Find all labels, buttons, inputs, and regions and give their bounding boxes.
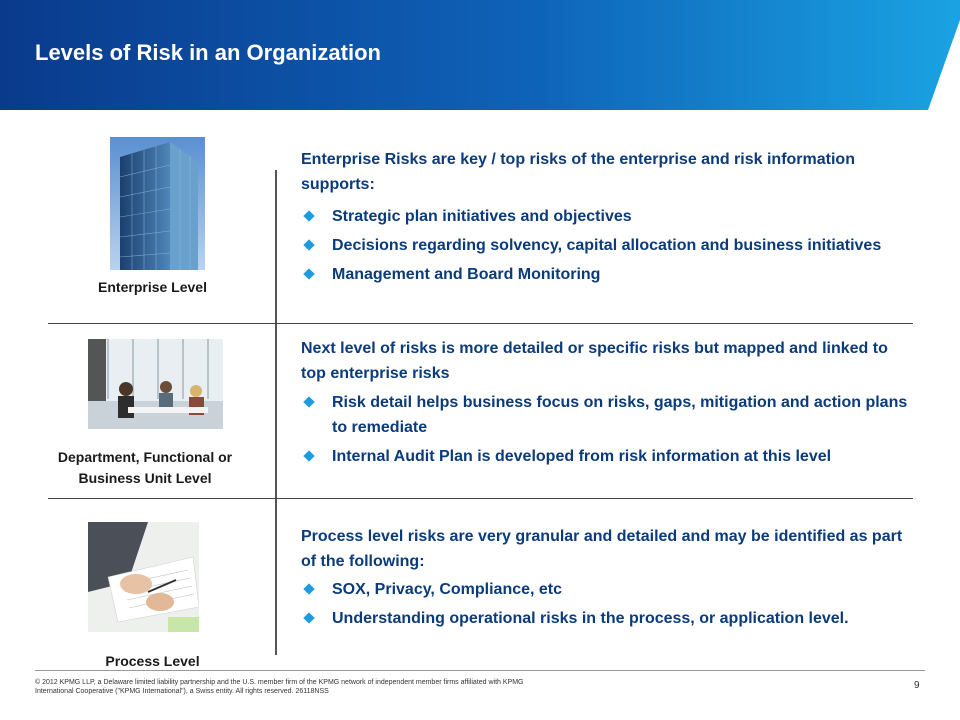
diamond-bullet-icon: [303, 268, 314, 279]
enterprise-bullets: [301, 204, 911, 291]
header-banner: [0, 0, 960, 110]
page-title: Levels of Risk in an Organization: [35, 40, 381, 65]
process-bullets: [301, 577, 911, 635]
page-number: 9: [914, 680, 920, 691]
list-item: Decisions regarding solvency, capital allocation and business initiatives: [301, 233, 911, 258]
enterprise-intro: Enterprise Risks are key / top risks of the enterprise and risk information supports:: [301, 151, 855, 193]
list-item: Understanding operational risks in the process, or application level.: [301, 606, 911, 631]
diamond-bullet-icon: [303, 210, 314, 221]
footer-divider: [35, 670, 925, 671]
level-label-process: Process Level: [105, 653, 200, 669]
diamond-bullet-icon: [303, 583, 314, 594]
hands-writing-photo: [88, 522, 199, 632]
department-bullets: [301, 390, 911, 473]
list-item: Strategic plan initiatives and objectives: [301, 204, 911, 229]
level-label-department: Department, Functional or Business Unit Level: [57, 449, 233, 486]
footer-copyright: © 2012 KPMG LLP, a Delaware limited liability partnership and the U.S. member firm of the KPMG network of independent member firms affiliated with KPMG International Cooperative ("KPMG International"), a Swiss entity. All rights reserved. 26118NSS: [35, 679, 524, 695]
row-divider-2: [48, 498, 913, 499]
column-divider: [275, 170, 277, 655]
list-item: Management and Board Monitoring: [301, 262, 911, 287]
level-label-enterprise: Enterprise Level: [98, 279, 207, 295]
diamond-bullet-icon: [303, 612, 314, 623]
process-intro: Process level risks are very granular and detailed and may be identified as part of the following:: [301, 528, 903, 570]
diamond-bullet-icon: [303, 450, 314, 461]
row-divider-1: [48, 323, 913, 324]
list-item: SOX, Privacy, Compliance, etc: [301, 577, 911, 602]
meeting-room-photo: [88, 339, 223, 429]
diamond-bullet-icon: [303, 239, 314, 250]
list-item: Risk detail helps business focus on risks, gaps, mitigation and action plans to remediate: [301, 390, 911, 440]
office-building-photo: [110, 137, 205, 270]
department-intro: Next level of risks is more detailed or specific risks but mapped and linked to top enterprise risks: [301, 340, 888, 382]
list-item: Internal Audit Plan is developed from risk information at this level: [301, 444, 911, 469]
diamond-bullet-icon: [303, 396, 314, 407]
